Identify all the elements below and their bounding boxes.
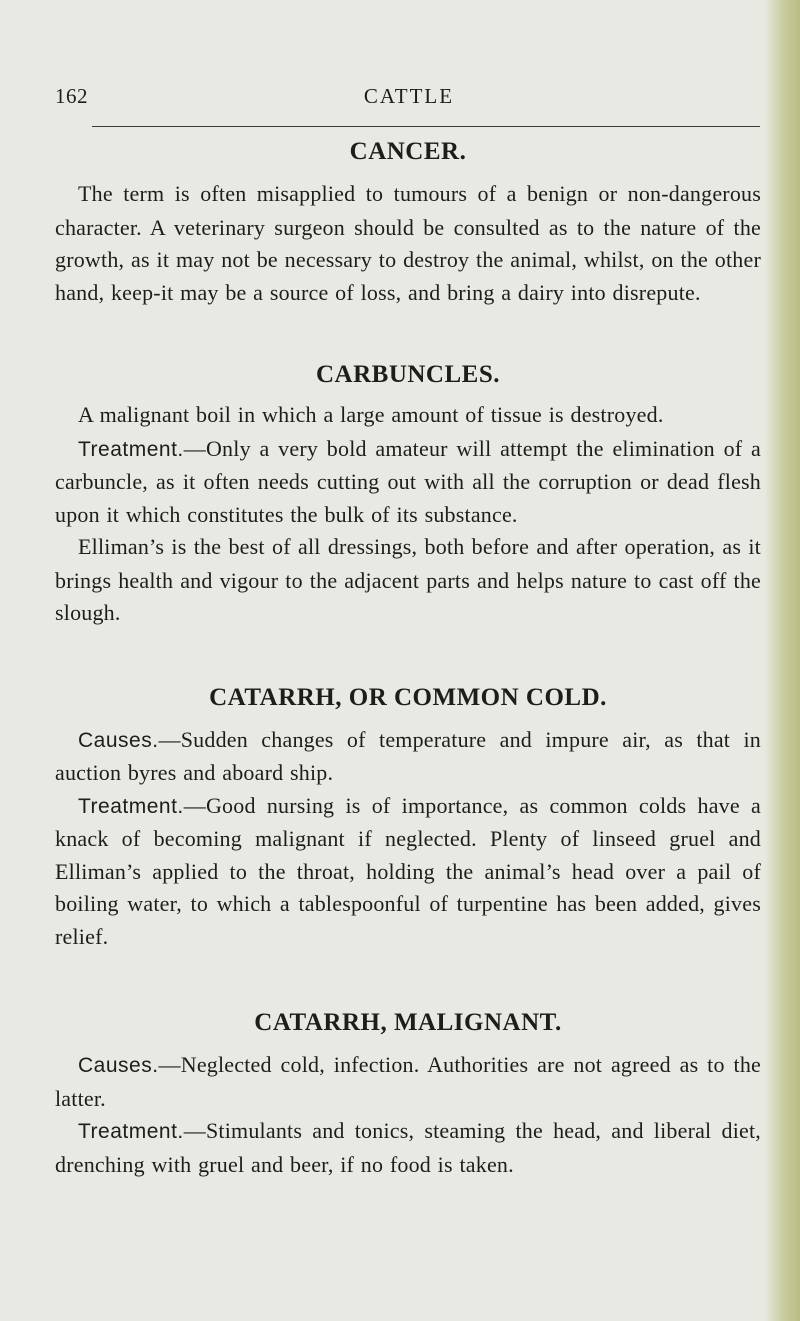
section-catarrh-common-cold [55,684,761,954]
paragraph-text: —Good nursing is of importance, as common colds have a knack of becoming malignant if neglected. Plenty of linseed gruel and Elliman’s applied to the throat, holding the animal’s head over a pail of boiling water, to which a tablespoonful of turpentine has been added, gives relief. [55,792,761,949]
paragraph [55,724,761,790]
paragraph-text: —Stimulants and tonics, steaming the head, and liberal diet, drenching with gruel and beer, if no food is taken. [55,1118,761,1177]
paragraph-text: Elliman’s is the best of all dressings, both before and after operation, as it brings health and vigour to the adjacent parts and helps nature to cast off the slough. [55,534,761,625]
paragraph [55,531,761,630]
section-carbuncles [55,361,761,630]
run-in-heading: Treatment. [78,1120,184,1143]
run-in-heading: Treatment. [78,794,184,818]
section-heading: CATARRH, OR COMMON COLD. [209,683,607,711]
run-in-heading: Causes. [78,1054,159,1077]
paragraph [55,790,761,954]
header-rule [92,126,760,127]
running-title: CATTLE [363,84,455,108]
page-edge-shadow [764,0,800,1321]
section-heading: CARBUNCLES. [315,361,500,388]
run-in-heading: Treatment. [78,437,184,461]
paragraph [55,1049,761,1115]
paragraph-text: —Sudden changes of temperature and impure air, as that in auction byres and aboard ship. [55,726,761,785]
paragraph [55,433,761,532]
section-heading: CATARRH, MALIGNANT. [254,1009,562,1036]
section-cancer [55,138,761,309]
paragraph [55,1115,761,1181]
paragraph-text: A malignant boil in which a large amount of tissue is destroyed. [78,402,664,427]
paragraph-text: —Only a very bold amateur will attempt the elimination of a carbuncle, as it often needs cutting out with all the corruption or dead flesh upon it which constitutes the bulk of its substance. [55,435,761,527]
page-number: 162 [55,84,88,108]
section-catarrh-malignant [55,1009,761,1181]
paragraph [55,178,761,309]
running-head [55,84,763,116]
paragraph [55,399,761,433]
paragraph-text: —Neglected cold, infection. Authorities are not agreed as to the latter. [55,1052,761,1111]
section-heading: CANCER. [349,138,467,165]
run-in-heading: Causes. [78,728,159,752]
page-body [55,134,761,1181]
paragraph-text: The term is often misapplied to tumours of a benign or non-dangerous character. A veterinary surgeon should be consulted as to the nature of the growth, as it may not be necessary to destroy the animal, whilst, on the other hand, keep-it may be a source of loss, and bring a dairy into disrepute. [55,181,761,305]
